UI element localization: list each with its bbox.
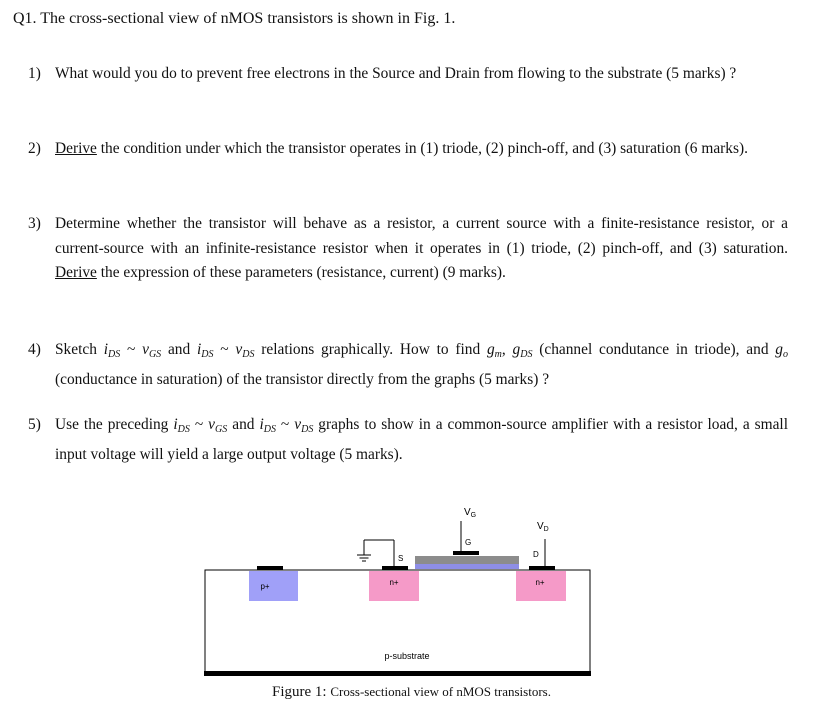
question-number: 4) (28, 341, 41, 358)
derive-underlined: Derive (55, 140, 97, 157)
question-text (55, 413, 788, 467)
tilde: ~ (275, 416, 295, 433)
text-segment: (conductance in saturation) of the transistor directly from the graphs (5 marks) ? (55, 370, 550, 388)
source-contact (382, 566, 408, 570)
text-segment: and (227, 416, 260, 433)
drain-terminal-label: D (533, 550, 539, 559)
math-go: $g_o$ (775, 341, 788, 360)
question-3 (28, 212, 788, 286)
question-number: 5) (28, 416, 41, 433)
question-text-b: the expression of these parameters (resistance, current) (9 marks). (96, 264, 506, 281)
question-text: What would you do to prevent free electrons in the Source and Drain from flowing to the substrate (5 marks) ? (55, 65, 737, 82)
question-text-a: Determine whether the transistor will behave as a resistor, a current source with a finite-resistance resistor, or a current-source with an infinite-resistance resistor when it operates in (1) triode, (2) pinch-off, and (3) saturation. (55, 215, 788, 257)
text-segment: (channel condutance in triode), and (532, 341, 776, 358)
question-number: 1) (28, 65, 41, 82)
question-2 (28, 137, 788, 162)
question-number: 2) (28, 140, 41, 157)
text-segment: relations graphically. How to find (254, 341, 487, 358)
question-text (55, 212, 788, 286)
text-segment: graphs to show in a common-source amplifier with a resistor load, a small input voltage will yield a large output voltage (5 marks). (55, 416, 788, 463)
gate-contact (453, 551, 479, 555)
question-text-rest: the condition under which the transistor operates in (1) triode, (2) pinch-off, and (3) saturation (6 marks). (96, 140, 748, 157)
source-n-plus-label: n+ (389, 578, 399, 587)
drain-contact (529, 566, 555, 570)
question-text (55, 338, 788, 392)
p-plus-label: p+ (260, 582, 270, 591)
figure-caption-text: Cross-sectional view of nMOS transistors. (330, 684, 551, 699)
math-vds: $v_{DS}$ (235, 341, 255, 360)
question-title: Q1. The cross-sectional view of nMOS transistors is shown in Fig. 1. (13, 10, 456, 27)
text-segment: and (161, 341, 197, 358)
question-1 (28, 62, 788, 87)
question-5 (28, 413, 788, 467)
tilde: ~ (213, 341, 236, 358)
derive-underlined: Derive (55, 264, 97, 281)
text-segment: , (501, 341, 513, 358)
tilde: ~ (120, 341, 143, 358)
source-terminal-label: S (398, 554, 404, 563)
math-ids: $i_{DS}$ (259, 416, 276, 435)
nmos-cross-section-figure (200, 495, 595, 685)
math-gm: $g_m$ (486, 341, 502, 360)
substrate-base-bar (204, 671, 591, 676)
math-ids: $i_{DS}$ (173, 416, 190, 435)
gate-terminal-label: G (465, 538, 472, 547)
question-number: 3) (28, 215, 41, 232)
figure-caption (0, 684, 823, 701)
vg-label: $V_G$ (464, 507, 477, 519)
question-text (55, 137, 788, 162)
substrate-label: p-substrate (384, 651, 430, 661)
math-vgs: $v_{GS}$ (142, 341, 162, 360)
text-segment: Sketch (55, 341, 104, 358)
figure-caption-label: Figure 1: (272, 684, 327, 700)
body-contact (257, 566, 283, 570)
math-gds: $g_{DS}$ (512, 341, 533, 360)
math-vgs: $v_{GS}$ (208, 416, 228, 435)
vd-label: $V_D$ (537, 521, 549, 533)
math-ids: $i_{DS}$ (196, 341, 214, 360)
math-ids: $i_{DS}$ (103, 341, 121, 360)
text-segment: Use the preceding (55, 416, 174, 433)
math-vds: $v_{DS}$ (294, 416, 314, 435)
tilde: ~ (189, 416, 209, 433)
drain-n-plus-label: n+ (535, 578, 545, 587)
p-plus-region (249, 571, 298, 601)
gate-poly (415, 556, 519, 564)
question-4 (28, 338, 788, 392)
